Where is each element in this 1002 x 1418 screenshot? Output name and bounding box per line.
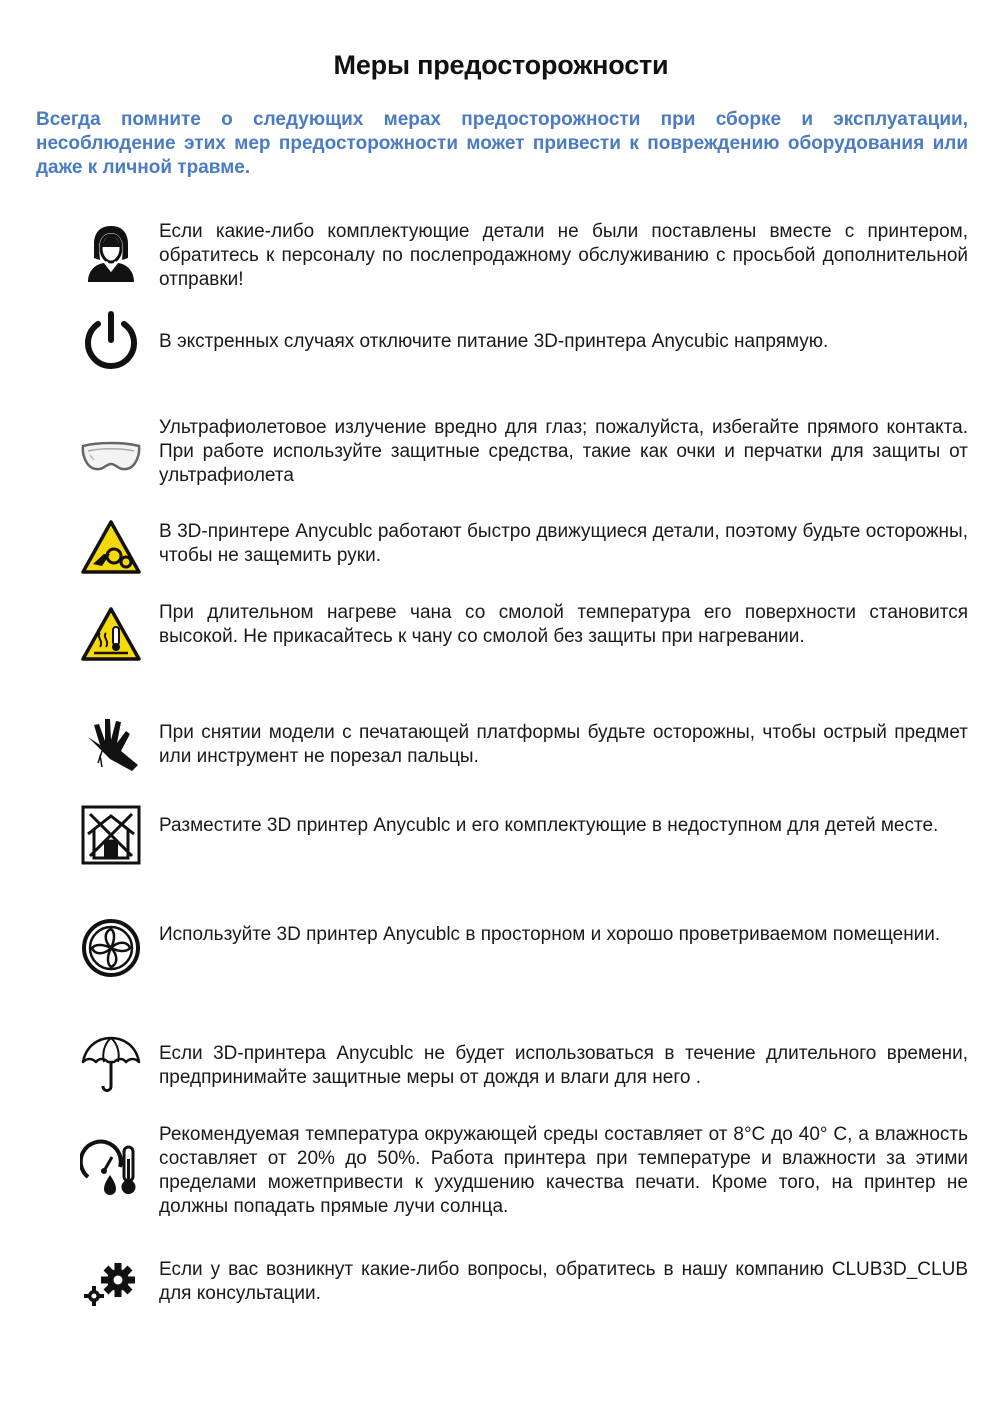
gears-icon <box>80 1254 142 1316</box>
hot-surface-warning-icon <box>80 605 142 667</box>
precaution-text: Ультрафиолетовое излучение вредно для глаз; пожалуйста, избегайте прямого контакта. При работе используйте защитные средства, такие как очки и перчатки для защиты от ультрафиолета <box>159 417 968 486</box>
intro-warning: Всегда помните о следующих мерах предосторожности при сборке и эксплуатации, несоблюдение этих мер предосторожности может привести к повреждению оборудования или даже к личной травме. <box>36 109 968 178</box>
page-title: Меры предосторожности <box>333 50 669 80</box>
temperature-humidity-icon <box>80 1137 142 1199</box>
ventilation-fan-icon <box>80 917 142 979</box>
precaution-text: Рекомендуемая температура окружающей среды составляет от 8°C до 40° C, а влажность составляет от 20% до 50%. Работа принтера при температуре и влажности за этими пределами можетпривести к ухудшению качества печати. Кроме того, на принтер не должны попадать прямые лучи солнца. <box>159 1124 968 1217</box>
person-support-icon <box>80 222 142 284</box>
precaution-text: Используйте 3D принтер Anycublc в просторном и хорошо проветриваемом помещении. <box>159 924 941 945</box>
keep-away-from-children-icon <box>80 804 142 866</box>
precaution-text: Если у вас возникнут какие-либо вопросы, обратитесь в нашу компанию CLUB3D_CLUB для консультации. <box>159 1259 968 1304</box>
moving-parts-warning-icon <box>80 518 142 580</box>
precaution-text: В экстренных случаях отключите питание 3D-принтера Anycubic напрямую. <box>159 331 829 352</box>
power-icon <box>80 310 142 372</box>
precaution-text: Если какие-либо комплектующие детали не были поставлены вместе с принтером, обратитесь к персоналу по послепродажному обслуживанию с просьбой дополнительной отправки! <box>159 221 968 290</box>
precaution-text: При длительном нагреве чана со смолой температура его поверхности становится высокой. Не прикасайтесь к чану со смолой без защиты при нагревании. <box>159 602 968 647</box>
precaution-text: При снятии модели с печатающей платформы будьте осторожны, чтобы острый предмет или инструмент не порезал пальцы. <box>159 722 968 767</box>
precaution-text: В 3D-принтере Anycublc работают быстро движущиеся детали, поэтому будьте осторожны, чтобы не защемить руки. <box>159 521 968 566</box>
umbrella-icon <box>80 1032 142 1094</box>
precaution-text: Разместите 3D принтер Anycublc и его комплектующие в недоступном для детей месте. <box>159 815 939 836</box>
precaution-text: Если 3D-принтера Anycublc не будет использоваться в течение длительного времени, предпринимайте защитные меры от дождя и влаги для него . <box>159 1043 968 1088</box>
safety-goggles-icon <box>80 424 142 486</box>
cut-hand-icon <box>80 713 142 775</box>
